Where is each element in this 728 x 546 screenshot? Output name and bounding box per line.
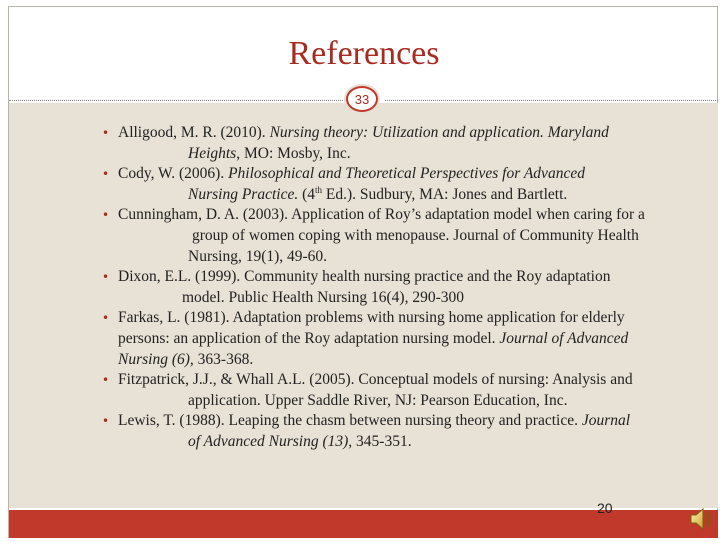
page-number: 20 (597, 500, 613, 516)
reference-line: Dixon, E.L. (1999). Community health nursing practice and the Roy adaptation (118, 268, 611, 286)
divider-right (385, 100, 718, 101)
slide-title: References (288, 35, 440, 72)
reference-line: Nursing Practice. (4th Ed.). Sudbury, MA: Jones and Bartlett. (188, 184, 568, 203)
bullet-icon: • (102, 270, 110, 285)
reference-line: Heights, MO: Mosby, Inc. (188, 144, 351, 162)
reference-line: Nursing (6), 363-368. (118, 350, 254, 368)
bullet-icon: • (102, 414, 110, 429)
reference-list (102, 123, 698, 453)
reference-item (102, 164, 698, 205)
bullet-icon: • (102, 167, 110, 182)
bullet-icon: • (102, 311, 110, 326)
reference-line: application. Upper Saddle River, NJ: Pearson Education, Inc. (188, 391, 568, 409)
reference-line: Cody, W. (2006). Philosophical and Theoretical Perspectives for Advanced (118, 165, 585, 183)
reference-line: persons: an application of the Roy adaptation nursing model. Journal of Advanced (118, 329, 629, 347)
reference-line: Farkas, L. (1981). Adaptation problems with nursing home application for elderly (118, 309, 625, 327)
reference-line: Alligood, M. R. (2010). Nursing theory: Utilization and application. Maryland (118, 124, 609, 141)
reference-item (102, 123, 698, 164)
reference-item (102, 267, 698, 308)
reference-item (102, 370, 698, 411)
reference-line: group of women coping with menopause. Journal of Community Health (192, 226, 639, 244)
slide-badge (344, 84, 380, 114)
reference-item (102, 205, 698, 267)
reference-item (102, 308, 698, 370)
reference-line: Cunningham, D. A. (2003). Application of Roy’s adaptation model when caring for a (118, 206, 645, 224)
reference-line: model. Public Health Nursing 16(4), 290-300 (182, 288, 464, 306)
slide-badge-number: 33 (348, 88, 376, 110)
reference-line: Nursing, 19(1), 49-60. (188, 247, 328, 265)
reference-item (102, 411, 698, 452)
reference-line: of Advanced Nursing (13), 345-351. (188, 432, 412, 450)
bullet-icon: • (102, 126, 110, 140)
bullet-icon: • (102, 373, 110, 388)
reference-line: Fitzpatrick, J.J., & Whall A.L. (2005). Conceptual models of nursing: Analysis and (118, 371, 633, 389)
reference-line: Lewis, T. (1988). Leaping the chasm between nursing theory and practice. Journal (118, 412, 631, 430)
divider-left (9, 100, 345, 101)
speaker-icon[interactable] (688, 505, 714, 533)
bullet-icon: • (102, 208, 110, 223)
